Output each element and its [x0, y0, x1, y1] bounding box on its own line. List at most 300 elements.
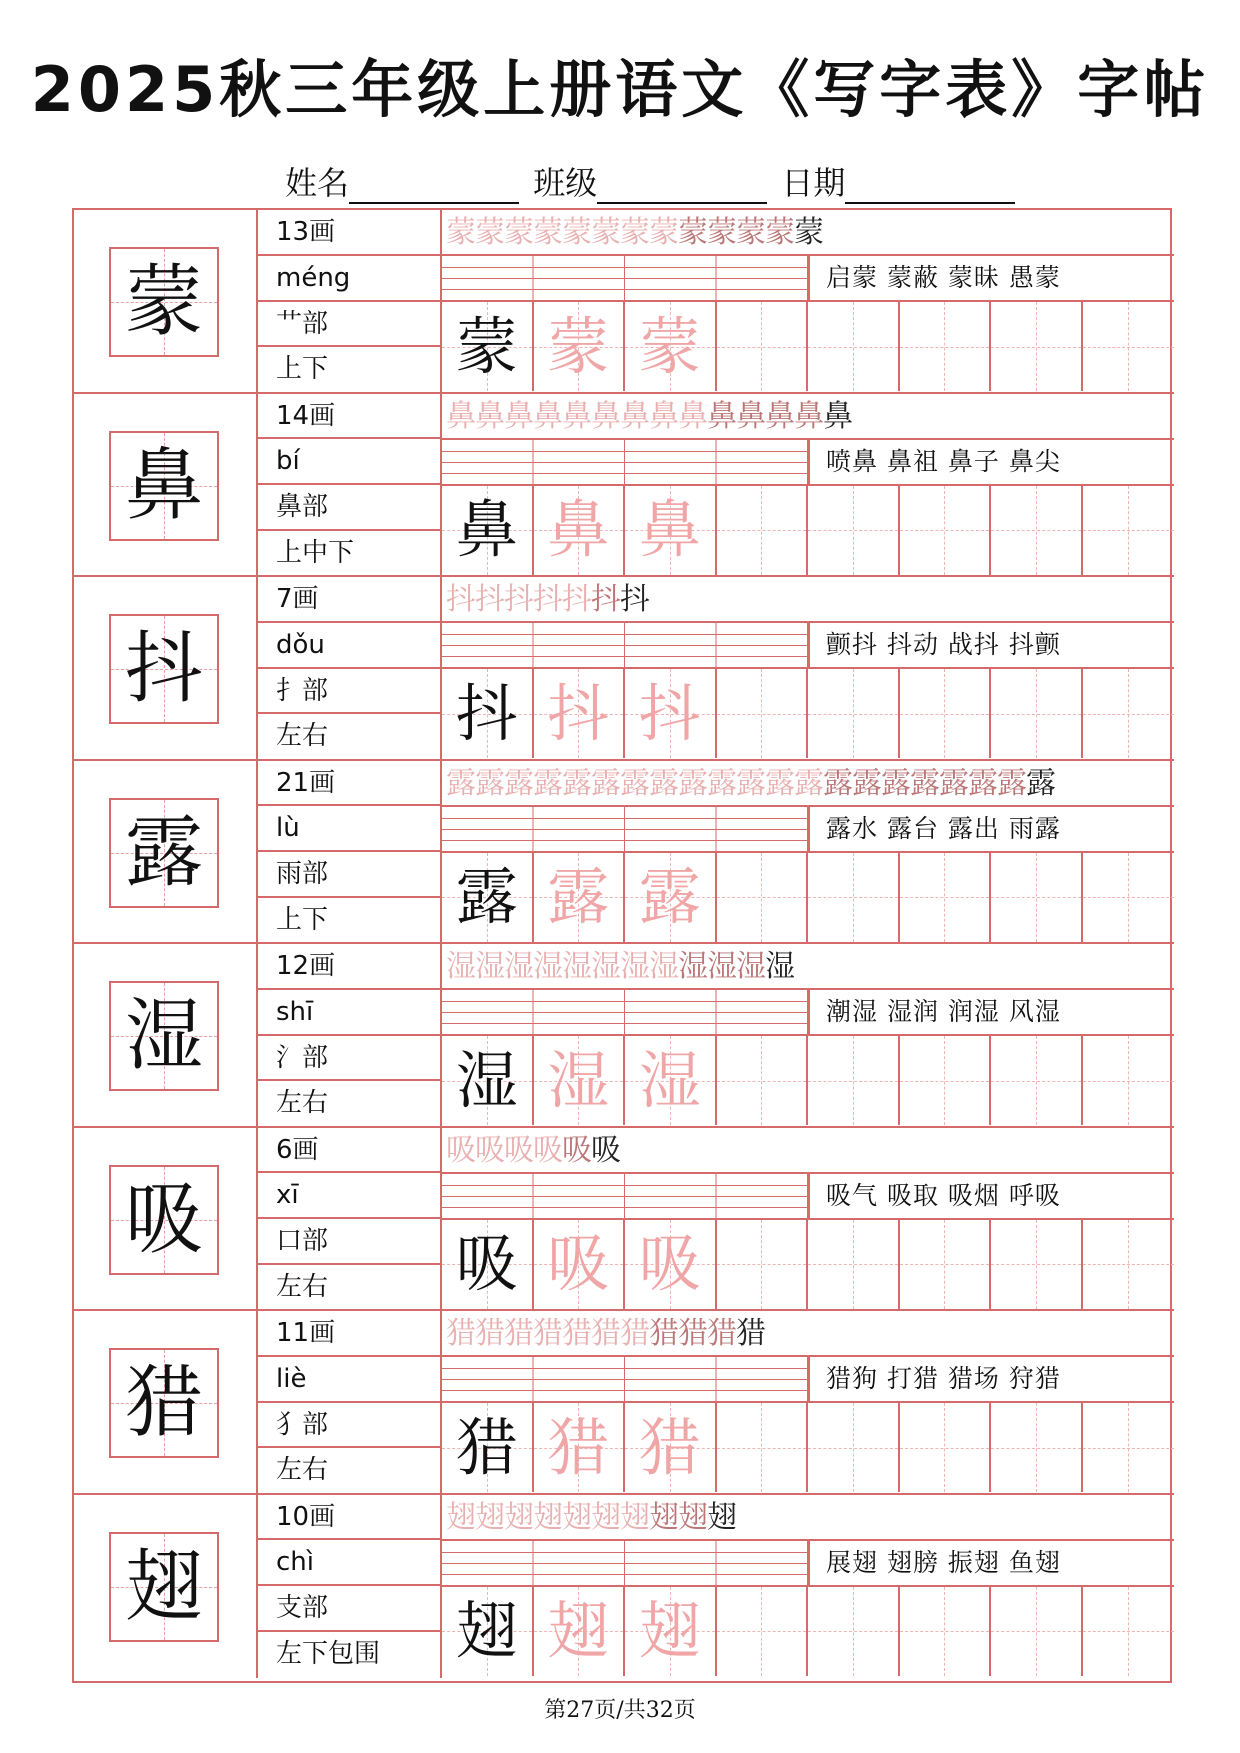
structure: 左右: [276, 1088, 329, 1119]
page-number: 第27页/共32页: [544, 1698, 696, 1723]
vocabulary-words: 露水 露台 露出 雨露: [808, 807, 1174, 851]
stroke-step: 翅: [475, 1499, 504, 1535]
model-cell: [442, 853, 534, 942]
model-cell: [442, 302, 534, 391]
char-info-column: [258, 1311, 442, 1493]
practice-cell[interactable]: [717, 302, 809, 391]
pinyin-practice-row: [442, 623, 1174, 669]
trace-cell: [534, 1587, 626, 1676]
model-char: 湿: [455, 1043, 518, 1117]
stroke-step: 蒙: [475, 215, 504, 250]
tian-grid-row: [442, 853, 1174, 944]
stroke-step: 鼻: [504, 398, 533, 434]
trace-char: 露: [638, 860, 701, 933]
practice-cell[interactable]: [900, 669, 992, 758]
practice-cell[interactable]: [991, 1403, 1083, 1492]
trace-cell: [625, 1403, 717, 1492]
stroke-step: 蒙: [765, 215, 794, 250]
radical: 扌部: [258, 669, 440, 715]
stroke-step: 翅: [504, 1499, 533, 1535]
model-cell: [442, 1220, 534, 1309]
stroke-step: 鼻: [649, 398, 678, 434]
vocabulary-words: 潮湿 湿润 润湿 风湿: [808, 990, 1174, 1034]
trace-cell: [534, 302, 626, 391]
model-char: 蒙: [124, 257, 203, 347]
stroke-step: 猎: [620, 1316, 649, 1351]
class-label: 班级: [533, 164, 598, 202]
stroke-step: 抖: [504, 582, 533, 617]
pinyin: dǒu: [258, 623, 440, 669]
stroke-order-sequence: [442, 761, 1174, 807]
stroke-step: 蒙: [591, 215, 620, 250]
practice-cell[interactable]: [808, 486, 900, 575]
model-char-column: [74, 210, 258, 392]
student-info-line: [285, 158, 1019, 204]
stroke-step: 鼻: [620, 398, 649, 434]
radical: 氵部: [258, 1036, 440, 1082]
stroke-step: 露: [794, 765, 823, 801]
trace-cell: [625, 1036, 717, 1125]
practice-cell[interactable]: [1083, 1220, 1175, 1309]
tian-grid-row: [442, 302, 1174, 393]
stroke-step: 吸: [446, 1132, 475, 1168]
structure: 左右: [276, 721, 329, 752]
stroke-step: 湿: [620, 949, 649, 984]
pinyin-cell-dividers: [442, 1174, 808, 1218]
trace-char: 蒙: [638, 309, 701, 383]
char-info-column: [258, 761, 442, 943]
vocabulary-words: 喷鼻 鼻祖 鼻子 鼻尖: [808, 440, 1174, 484]
model-char: 吸: [455, 1227, 518, 1300]
stroke-count: 13画: [258, 210, 440, 256]
stroke-step: 翅: [446, 1499, 475, 1535]
stroke-step: 湿: [678, 949, 707, 984]
stroke-step: 露: [504, 765, 533, 801]
stroke-step: 翅: [591, 1499, 620, 1535]
structure: 上下: [276, 354, 329, 385]
stroke-order-sequence: [442, 394, 1174, 440]
stroke-step: 鼻: [678, 398, 707, 434]
trace-cell: [625, 486, 717, 575]
trace-cell: [534, 1403, 626, 1492]
stroke-step: 蒙: [533, 215, 562, 250]
stroke-step: 露: [1026, 765, 1055, 801]
stroke-order-sequence: [442, 1495, 1174, 1541]
stroke-order-sequence: [442, 944, 1174, 990]
practice-area: [442, 944, 1174, 1126]
pinyin-practice-row: [442, 1357, 1174, 1403]
model-char-column: [74, 944, 258, 1126]
stroke-step: 湿: [446, 949, 475, 984]
practice-cell[interactable]: [717, 1587, 809, 1676]
practice-cell[interactable]: [900, 1036, 992, 1125]
practice-cell[interactable]: [717, 853, 809, 942]
pinyin: chì: [258, 1540, 440, 1586]
stroke-step: 露: [620, 765, 649, 801]
model-char: 猎: [124, 1358, 203, 1448]
tian-grid-row: [442, 1403, 1174, 1494]
trace-char: 抖: [638, 676, 701, 750]
stroke-step: 抖: [475, 582, 504, 617]
stroke-step: 湿: [765, 949, 794, 984]
stroke-step: 露: [562, 765, 591, 801]
trace-char: 抖: [547, 676, 610, 750]
practice-cell[interactable]: [717, 1036, 809, 1125]
tian-grid-row: [442, 669, 1174, 760]
stroke-step: 抖: [620, 582, 649, 617]
pinyin-cell-dividers: [442, 440, 808, 484]
radical: 支部: [258, 1586, 440, 1632]
radical: 鼻部: [258, 485, 440, 531]
tian-grid-row: [442, 1220, 1174, 1311]
stroke-step: 猎: [504, 1316, 533, 1351]
practice-cell[interactable]: [1083, 486, 1175, 575]
stroke-step: 抖: [562, 582, 591, 617]
practice-cell[interactable]: [717, 486, 809, 575]
practice-cell[interactable]: [991, 1587, 1083, 1676]
stroke-count: 7画: [258, 577, 440, 623]
stroke-step: 吸: [475, 1132, 504, 1168]
trace-char: 鼻: [547, 493, 610, 566]
trace-cell: [625, 1220, 717, 1309]
vocabulary-words: 展翅 翅膀 振翅 鱼翅: [808, 1541, 1174, 1585]
practice-cell[interactable]: [991, 302, 1083, 391]
tian-grid-row: [442, 486, 1174, 577]
model-char: 湿: [124, 991, 203, 1081]
char-info-column: [258, 1495, 442, 1679]
pinyin: shī: [258, 990, 440, 1036]
stroke-step: 鼻: [823, 398, 852, 434]
trace-char: 翅: [547, 1594, 610, 1667]
stroke-step: 露: [591, 765, 620, 801]
stroke-step: 猎: [736, 1316, 765, 1351]
trace-char: 蒙: [547, 309, 610, 383]
stroke-step: 抖: [591, 582, 620, 617]
character-row: [74, 761, 1174, 945]
pinyin-cell-dividers: [442, 990, 808, 1034]
stroke-order-sequence: [442, 1311, 1174, 1357]
model-char-column: [74, 1311, 258, 1493]
stroke-step: 湿: [533, 949, 562, 984]
model-cell: [442, 1036, 534, 1125]
char-info-column: [258, 577, 442, 759]
stroke-step: 露: [736, 765, 765, 801]
stroke-step: 露: [997, 765, 1026, 801]
stroke-count: 14画: [258, 394, 440, 440]
stroke-step: 蒙: [446, 215, 475, 250]
pinyin-practice-row: [442, 440, 1174, 486]
stroke-step: 露: [649, 765, 678, 801]
stroke-step: 露: [533, 765, 562, 801]
stroke-step: 露: [852, 765, 881, 801]
stroke-count: 12画: [258, 944, 440, 990]
practice-area: [442, 210, 1174, 392]
model-char-column: [74, 1128, 258, 1310]
practice-cell[interactable]: [900, 302, 992, 391]
model-char: 蒙: [455, 309, 518, 383]
character-row: [74, 577, 1174, 761]
practice-area: [442, 394, 1174, 576]
char-info-column: [258, 394, 442, 576]
stroke-step: 湿: [475, 949, 504, 984]
trace-char: 湿: [638, 1043, 701, 1117]
practice-cell[interactable]: [900, 486, 992, 575]
stroke-step: 露: [765, 765, 794, 801]
stroke-step: 湿: [591, 949, 620, 984]
trace-char: 吸: [638, 1227, 701, 1300]
practice-cell[interactable]: [808, 853, 900, 942]
character-row: [74, 210, 1174, 394]
model-char: 吸: [124, 1174, 203, 1265]
trace-char: 翅: [638, 1594, 701, 1667]
trace-cell: [534, 1036, 626, 1125]
pinyin-cell-dividers: [442, 256, 808, 300]
practice-cell[interactable]: [808, 1036, 900, 1125]
trace-cell: [625, 669, 717, 758]
stroke-step: 猎: [446, 1316, 475, 1351]
stroke-step: 露: [823, 765, 852, 801]
model-cell: [442, 1403, 534, 1492]
model-char-column: [74, 394, 258, 576]
trace-cell: [625, 302, 717, 391]
tian-grid-row: [442, 1587, 1174, 1678]
pinyin-practice-row: [442, 256, 1174, 302]
vocabulary-words: 颤抖 抖动 战抖 抖颤: [808, 623, 1174, 667]
stroke-step: 翅: [562, 1499, 591, 1535]
practice-cell[interactable]: [991, 669, 1083, 758]
practice-cell[interactable]: [1083, 1587, 1175, 1676]
stroke-step: 猎: [678, 1316, 707, 1351]
pinyin-practice-row: [442, 1174, 1174, 1220]
practice-area: [442, 1495, 1174, 1679]
practice-cell[interactable]: [808, 302, 900, 391]
model-char-box: [109, 981, 219, 1091]
model-char-box: [109, 614, 219, 724]
structure: 上下: [276, 904, 329, 935]
char-info-column: [258, 210, 442, 392]
model-char-box: [109, 247, 219, 357]
trace-cell: [534, 486, 626, 575]
trace-cell: [625, 853, 717, 942]
char-info-column: [258, 1128, 442, 1310]
character-row: [74, 1495, 1174, 1679]
practice-cell[interactable]: [717, 1220, 809, 1309]
vocabulary-words: 启蒙 蒙蔽 蒙昧 愚蒙: [808, 256, 1174, 300]
stroke-step: 露: [446, 765, 475, 801]
practice-cell[interactable]: [717, 669, 809, 758]
model-char: 抖: [455, 676, 518, 750]
character-row: [74, 1311, 1174, 1495]
class-blank[interactable]: [597, 174, 767, 204]
trace-cell: [534, 853, 626, 942]
stroke-step: 鼻: [765, 398, 794, 434]
stroke-step: 猎: [475, 1316, 504, 1351]
structure: 上中下: [276, 537, 355, 568]
pinyin-practice-row: [442, 1541, 1174, 1587]
model-char: 露: [455, 860, 518, 933]
pinyin-practice-row: [442, 990, 1174, 1036]
stroke-step: 翅: [649, 1499, 678, 1535]
stroke-step: 湿: [649, 949, 678, 984]
pinyin-cell-dividers: [442, 1541, 808, 1585]
model-char-column: [74, 761, 258, 943]
stroke-step: 翅: [533, 1499, 562, 1535]
radical: 犭部: [258, 1403, 440, 1449]
stroke-step: 鼻: [736, 398, 765, 434]
date-blank[interactable]: [845, 174, 1015, 204]
practice-cell[interactable]: [717, 1403, 809, 1492]
stroke-step: 蒙: [649, 215, 678, 250]
structure: 左右: [276, 1455, 329, 1486]
stroke-step: 蒙: [678, 215, 707, 250]
pinyin: xī: [258, 1173, 440, 1219]
tian-grid-row: [442, 1036, 1174, 1127]
model-char-box: [109, 1532, 219, 1642]
trace-char: 吸: [547, 1227, 610, 1300]
stroke-step: 鼻: [591, 398, 620, 434]
stroke-count: 6画: [258, 1128, 440, 1174]
stroke-step: 蒙: [620, 215, 649, 250]
practice-cell[interactable]: [991, 1036, 1083, 1125]
model-char-box: [109, 1165, 219, 1275]
practice-area: [442, 1128, 1174, 1310]
name-blank[interactable]: [349, 174, 519, 204]
pinyin-cell-dividers: [442, 623, 808, 667]
stroke-step: 湿: [562, 949, 591, 984]
stroke-step: 猎: [562, 1316, 591, 1351]
stroke-step: 湿: [736, 949, 765, 984]
stroke-step: 抖: [533, 582, 562, 617]
practice-area: [442, 577, 1174, 759]
stroke-step: 露: [707, 765, 736, 801]
stroke-step: 蒙: [504, 215, 533, 250]
model-char-column: [74, 1495, 258, 1679]
model-char-box: [109, 1348, 219, 1458]
stroke-step: 鼻: [533, 398, 562, 434]
stroke-count: 21画: [258, 761, 440, 807]
stroke-order-sequence: [442, 1128, 1174, 1174]
stroke-step: 露: [881, 765, 910, 801]
stroke-step: 蒙: [736, 215, 765, 250]
practice-cell[interactable]: [1083, 1403, 1175, 1492]
stroke-step: 鼻: [707, 398, 736, 434]
practice-cell[interactable]: [1083, 853, 1175, 942]
pinyin: lù: [258, 806, 440, 852]
radical: 艹部: [258, 302, 440, 348]
vocabulary-words: 猎狗 打猎 猎场 狩猎: [808, 1357, 1174, 1401]
stroke-step: 鼻: [475, 398, 504, 434]
model-char-column: [74, 577, 258, 759]
stroke-step: 露: [939, 765, 968, 801]
practice-cell[interactable]: [991, 1220, 1083, 1309]
date-label: 日期: [781, 164, 846, 202]
model-char: 鼻: [124, 440, 203, 531]
vocabulary-words: 吸气 吸取 吸烟 呼吸: [808, 1174, 1174, 1218]
pinyin: méng: [258, 256, 440, 302]
model-cell: [442, 669, 534, 758]
practice-cell[interactable]: [808, 1220, 900, 1309]
stroke-step: 翅: [620, 1499, 649, 1535]
stroke-step: 猎: [591, 1316, 620, 1351]
stroke-step: 翅: [707, 1499, 736, 1535]
stroke-order-sequence: [442, 577, 1174, 623]
stroke-step: 猎: [707, 1316, 736, 1351]
trace-char: 湿: [547, 1043, 610, 1117]
practice-cell[interactable]: [1083, 302, 1175, 391]
model-char: 翅: [455, 1594, 518, 1667]
practice-area: [442, 1311, 1174, 1493]
stroke-step: 湿: [504, 949, 533, 984]
stroke-step: 抖: [446, 582, 475, 617]
stroke-count: 11画: [258, 1311, 440, 1357]
radical: 口部: [258, 1219, 440, 1265]
model-char-box: [109, 798, 219, 908]
trace-char: 猎: [547, 1410, 610, 1484]
pinyin: bí: [258, 439, 440, 485]
model-cell: [442, 1587, 534, 1676]
practice-cell[interactable]: [900, 853, 992, 942]
practice-cell[interactable]: [900, 1220, 992, 1309]
char-info-column: [258, 944, 442, 1126]
trace-cell: [625, 1587, 717, 1676]
trace-char: 露: [547, 860, 610, 933]
stroke-step: 蒙: [794, 215, 823, 250]
practice-cell[interactable]: [808, 669, 900, 758]
stroke-count: 10画: [258, 1495, 440, 1541]
model-char-box: [109, 431, 219, 541]
practice-area: [442, 761, 1174, 943]
model-char: 翅: [124, 1541, 203, 1632]
model-char: 抖: [124, 624, 203, 714]
stroke-order-sequence: [442, 210, 1174, 256]
trace-cell: [534, 1220, 626, 1309]
practice-cell[interactable]: [1083, 1036, 1175, 1125]
practice-cell[interactable]: [900, 1403, 992, 1492]
pinyin-practice-row: [442, 807, 1174, 853]
trace-cell: [534, 669, 626, 758]
stroke-step: 鼻: [562, 398, 591, 434]
trace-char: 猎: [638, 1410, 701, 1484]
trace-char: 鼻: [638, 493, 701, 566]
structure: 左下包围: [276, 1638, 381, 1669]
stroke-step: 露: [678, 765, 707, 801]
model-char: 猎: [455, 1410, 518, 1484]
stroke-step: 翅: [678, 1499, 707, 1535]
stroke-step: 露: [968, 765, 997, 801]
pinyin-cell-dividers: [442, 807, 808, 851]
stroke-step: 鼻: [446, 398, 475, 434]
stroke-step: 露: [910, 765, 939, 801]
pinyin: liè: [258, 1357, 440, 1403]
stroke-step: 吸: [504, 1132, 533, 1168]
practice-cell[interactable]: [991, 853, 1083, 942]
structure: 左右: [276, 1271, 329, 1302]
practice-cell[interactable]: [808, 1587, 900, 1676]
pinyin-cell-dividers: [442, 1357, 808, 1401]
stroke-step: 猎: [649, 1316, 678, 1351]
stroke-step: 露: [475, 765, 504, 801]
practice-grid: [72, 208, 1172, 1683]
model-char: 鼻: [455, 493, 518, 566]
stroke-step: 湿: [707, 949, 736, 984]
practice-cell[interactable]: [1083, 669, 1175, 758]
stroke-step: 蒙: [562, 215, 591, 250]
practice-cell[interactable]: [900, 1587, 992, 1676]
practice-cell[interactable]: [808, 1403, 900, 1492]
stroke-step: 吸: [591, 1132, 620, 1168]
page-title: 2025秋三年级上册语文《写字表》字帖: [30, 53, 1210, 126]
practice-cell[interactable]: [991, 486, 1083, 575]
